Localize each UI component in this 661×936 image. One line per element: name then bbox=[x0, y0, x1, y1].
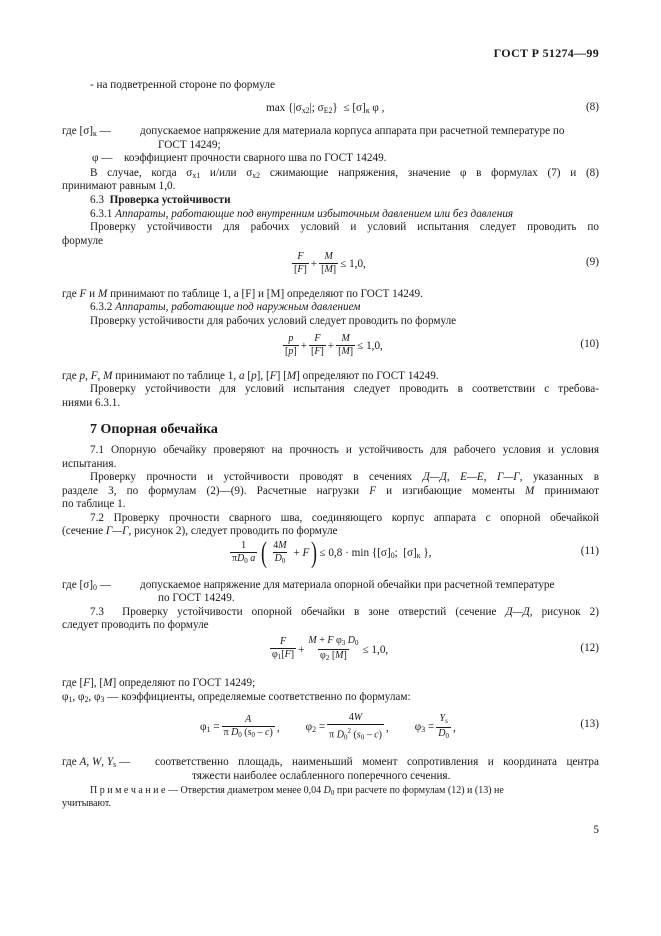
text-line: где [F], [M] определяют по ГОСТ 14249; bbox=[62, 677, 256, 689]
equation-number: (12) bbox=[580, 642, 599, 654]
note-line: П р и м е ч а н и е — Отверстия диаметром менее 0,04 $D_0$ при расчете по формулам (12) и (13) не bbox=[90, 785, 504, 797]
text-line: по таблице 1. bbox=[62, 498, 126, 510]
text-line: где $[\sigma]_к$ — bbox=[62, 125, 111, 138]
text-line: коэффициент прочности сварного шва по ГОСТ 14249. bbox=[124, 152, 387, 164]
page-number: 5 bbox=[593, 824, 599, 836]
equation-number: (10) bbox=[580, 338, 599, 350]
formula-13: $\varphi_1$ = $\frac{A}{\pi D_0 (s_0 - c)}$ , $\varphi_2$ = $\frac{4W}{\pi D_0^2 (s_0 - c)}$ , $\varphi_3$ = $\frac{Y_s}{D_0}$ , bbox=[200, 712, 456, 742]
text-line: где F и M принимают по таблице 1, а [F] и [M] определяют по ГОСТ 14249. bbox=[62, 288, 423, 300]
equation-number: (13) bbox=[580, 718, 599, 730]
text-line: 7.3 Проверку устойчивости опорной обечайки в зоне отверстий (сечение Д—Д, рисунок 2) bbox=[90, 606, 599, 618]
text-line: $\varphi_1$, $\varphi_2$, $\varphi_3$ — коэффициенты, определяемые соответственно по формулам: bbox=[62, 691, 411, 704]
text-line: - на подветренной стороне по формуле bbox=[90, 79, 275, 91]
text-line: разделе 3, по формулам (2)—(9). Расчетные нагрузки F и изгибающие моменты M принимают bbox=[62, 485, 600, 497]
text-line: где $[\sigma]_0$ — bbox=[62, 579, 111, 592]
text-line: формуле bbox=[62, 235, 103, 247]
text-line: испытания. bbox=[62, 458, 117, 470]
equation-number: (11) bbox=[580, 545, 599, 557]
text-line: где p, F, M принимают по таблице 1, а [p], [F] [M] определяют по ГОСТ 14249. bbox=[62, 370, 439, 382]
equation-number: (9) bbox=[585, 256, 599, 268]
text-line: Проверку прочности и устойчивости проводят в сечениях Д—Д, Е—Е, Г—Г, указанных в bbox=[90, 471, 600, 483]
text-line: допускаемое напряжение для материала корпуса аппарата при расчетной температуре по bbox=[140, 125, 565, 137]
text-line: В случае, когда $\sigma_{x1}$ и/или $\sigma_{x2}$ сжимающие напряжения, значение φ в формулах (7) и (8) bbox=[90, 167, 600, 180]
text-line: следует проводить по формуле bbox=[62, 619, 209, 631]
text-line: Проверку устойчивости для рабочих условий и условий испытания следует проводить по bbox=[90, 221, 599, 233]
note-line: учитывают. bbox=[62, 798, 111, 809]
equation-number: (8) bbox=[585, 101, 599, 113]
formula-10: $\frac{p}{[p]}$ + $\frac{F}{[F]}$ + $\frac{M}{[M]}$ ≤ 1,0, bbox=[285, 333, 383, 357]
subsection-heading: 6.3.1 Аппараты, работающие под внутренним избыточным давлением или без давления bbox=[90, 208, 514, 220]
text-line: по ГОСТ 14249. bbox=[158, 592, 235, 604]
section-title: 7 Опорная обечайка bbox=[90, 422, 218, 437]
formula-12: $\frac{F}{\varphi_1[F]}$ + $\frac{M + F \varphi_3 D_0}{\varphi_2 [M]}$ ≤ 1,0, bbox=[272, 635, 389, 662]
formula-11: $\frac{1}{\pi D_0 a}$ ( $\frac{4M}{D_0}$ + F ) ≤ $0,8 \cdot \min \{[\sigma]_0$; $[\sigma]_к$ }, bbox=[232, 536, 432, 569]
subsection-heading: 6.3 Проверка устойчивости bbox=[90, 194, 231, 206]
text-line: (сечение Г—Г, рисунок 2), следует проводить по формуле bbox=[62, 525, 338, 537]
document-header: ГОСТ Р 51274—99 bbox=[493, 46, 599, 60]
text-line: принимают равным 1,0. bbox=[62, 180, 176, 192]
text-line: соответственно площадь, наименьший момент сопротивления и координата центра bbox=[155, 756, 599, 768]
text-line: φ — bbox=[92, 152, 113, 164]
text-line: 7.1 Опорную обечайку проверяют на прочность и устойчивость для рабочего условия и условия bbox=[90, 444, 599, 456]
text-line: где A, W, $Y_s$ — bbox=[62, 756, 131, 769]
text-line: тяжести наиболее ослабленного поперечного сечения. bbox=[192, 770, 451, 782]
text-line: допускаемое напряжение для материала опорной обечайки при расчетной температуре bbox=[140, 579, 555, 591]
text-line: ГОСТ 14249; bbox=[158, 139, 221, 151]
text-line: Проверку устойчивости для рабочих условий следует проводить по формуле bbox=[90, 315, 457, 327]
formula-8: $\max \{|\sigma_{x2}|$; $\sigma_{E2}\} \le [\sigma]_к$ φ , bbox=[266, 102, 385, 115]
text-line: ниями 6.3.1. bbox=[62, 397, 121, 409]
subsection-heading: 6.3.2 Аппараты, работающие под наружным давлением bbox=[90, 301, 361, 313]
text-line: Проверку устойчивости для условий испытания следует проводить в соответствии с требова- bbox=[90, 383, 599, 395]
text-line: 7.2 Проверку прочности сварного шва, соединяющего корпус аппарата с опорной обечайкой bbox=[90, 512, 599, 524]
formula-9: $\frac{F}{[F]}$ + $\frac{M}{[M]}$ ≤ 1,0, bbox=[294, 251, 366, 275]
